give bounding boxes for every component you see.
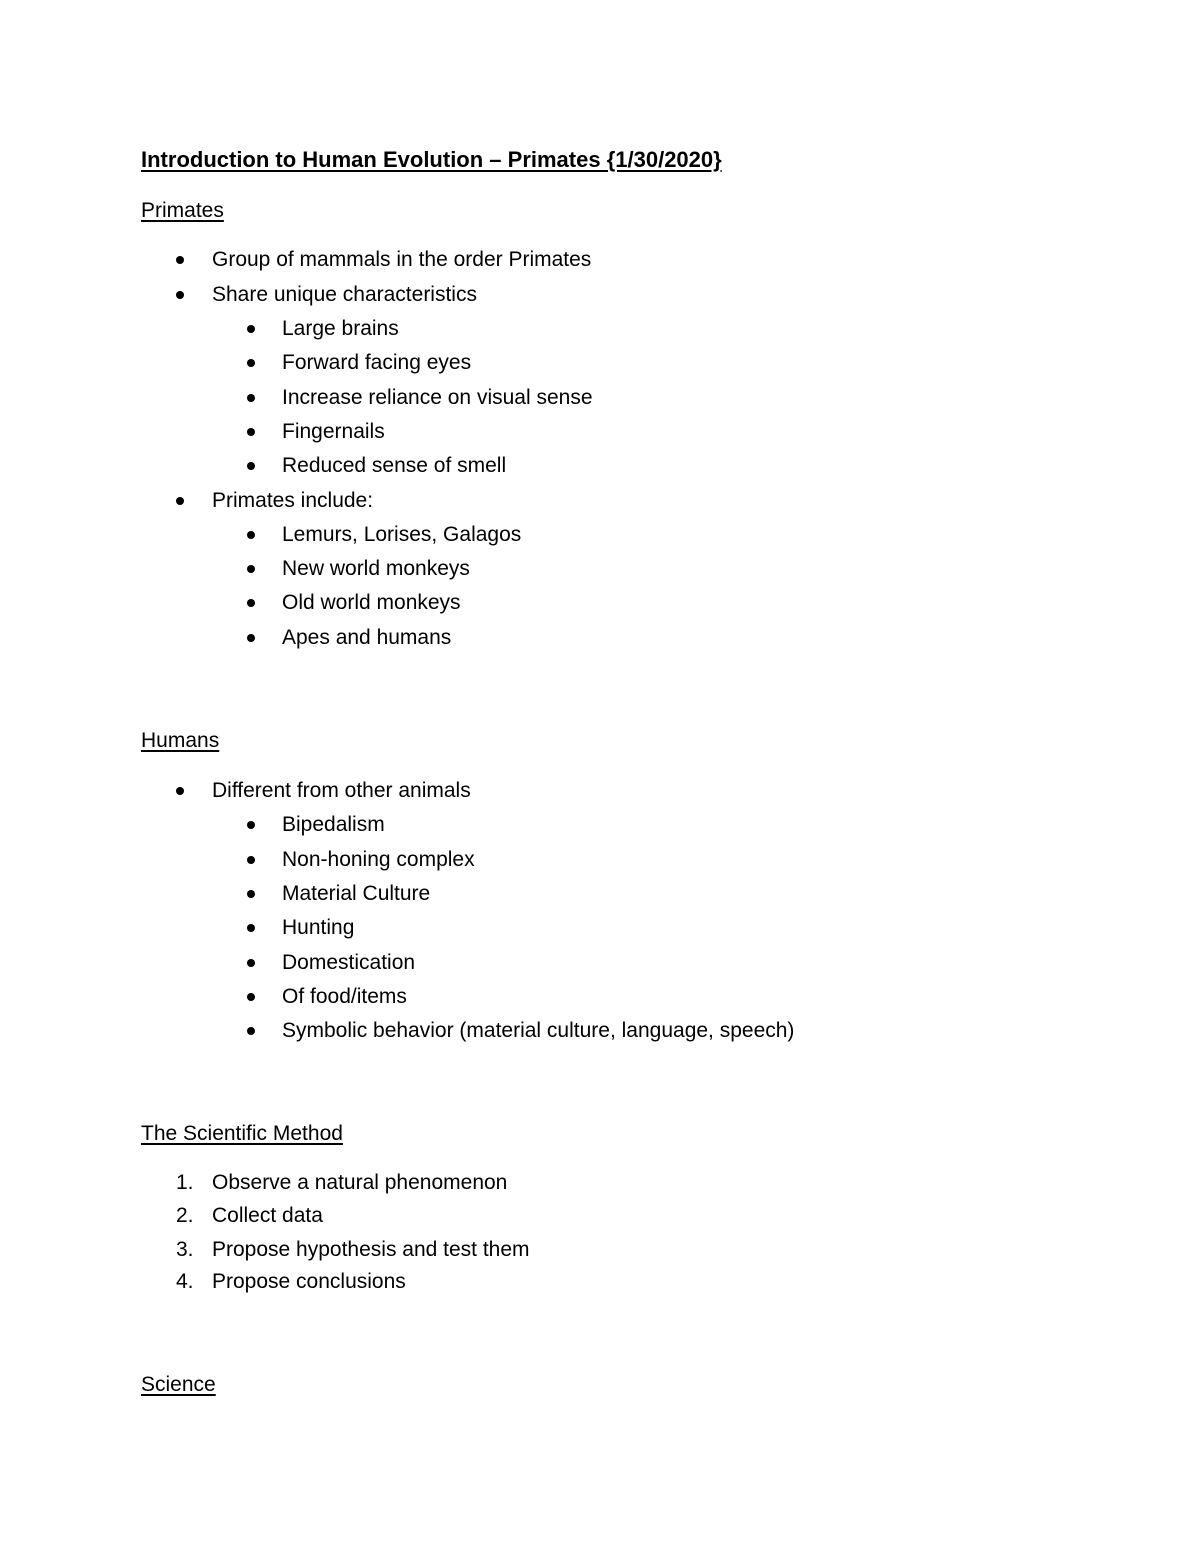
- bullet-icon: [247, 531, 255, 539]
- list-item: Forward facing eyes: [282, 351, 472, 374]
- list-item: Share unique characteristics: [212, 283, 477, 306]
- bullet-icon: [247, 821, 255, 829]
- list-item: Symbolic behavior (material culture, language, speech): [282, 1019, 795, 1042]
- bullet-icon: [176, 291, 184, 299]
- bullet-icon: [247, 565, 255, 573]
- list-item: Bipedalism: [282, 813, 385, 836]
- bullet-icon: [247, 1027, 255, 1035]
- bullet-icon: [247, 428, 255, 436]
- list-item: Large brains: [282, 317, 399, 340]
- list-item: Hunting: [282, 916, 355, 939]
- list-item: Propose conclusions: [212, 1270, 406, 1293]
- section-heading-science: Science: [141, 1373, 216, 1396]
- bullet-icon: [247, 924, 255, 932]
- list-item: Old world monkeys: [282, 591, 461, 614]
- list-item: Reduced sense of smell: [282, 454, 507, 477]
- bullet-icon: [247, 359, 255, 367]
- bullet-icon: [247, 325, 255, 333]
- list-item: New world monkeys: [282, 557, 470, 580]
- list-item: Collect data: [212, 1204, 323, 1227]
- step-number: 2.: [176, 1204, 194, 1227]
- bullet-icon: [247, 634, 255, 642]
- step-number: 4.: [176, 1270, 194, 1293]
- bullet-icon: [247, 462, 255, 470]
- step-number: 3.: [176, 1238, 194, 1261]
- list-item: Apes and humans: [282, 626, 452, 649]
- document-title: Introduction to Human Evolution – Primates {1/30/2020}: [141, 147, 722, 172]
- section-heading-primates: Primates: [141, 199, 224, 222]
- list-item: Increase reliance on visual sense: [282, 386, 593, 409]
- list-item: Non-honing complex: [282, 848, 475, 871]
- bullet-icon: [247, 599, 255, 607]
- list-item: Group of mammals in the order Primates: [212, 248, 592, 271]
- step-number: 1.: [176, 1171, 194, 1194]
- list-item: Of food/items: [282, 985, 407, 1008]
- bullet-icon: [176, 256, 184, 264]
- bullet-icon: [176, 497, 184, 505]
- list-item: Domestication: [282, 951, 416, 974]
- list-item: Observe a natural phenomenon: [212, 1171, 508, 1194]
- list-item: Propose hypothesis and test them: [212, 1238, 530, 1261]
- bullet-icon: [247, 890, 255, 898]
- section-heading-humans: Humans: [141, 729, 220, 752]
- section-heading-scientific-method: The Scientific Method: [141, 1122, 343, 1145]
- list-item: Different from other animals: [212, 779, 471, 802]
- bullet-icon: [247, 856, 255, 864]
- bullet-icon: [247, 959, 255, 967]
- bullet-icon: [247, 394, 255, 402]
- list-item: Fingernails: [282, 420, 385, 443]
- bullet-icon: [247, 993, 255, 1001]
- list-item: Material Culture: [282, 882, 431, 905]
- list-item: Lemurs, Lorises, Galagos: [282, 523, 522, 546]
- list-item: Primates include:: [212, 489, 374, 512]
- bullet-icon: [176, 787, 184, 795]
